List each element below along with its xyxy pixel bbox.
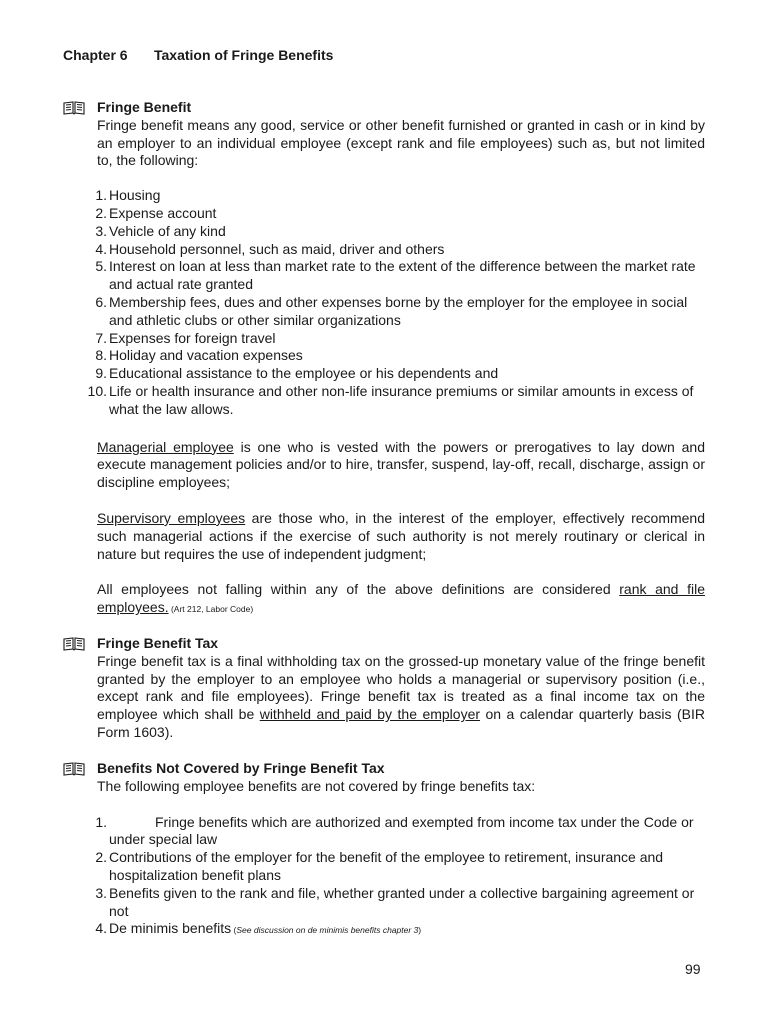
book-icon <box>63 762 85 776</box>
list-item: 3. Benefits given to the rank and file, whether granted under a collective bargaining agreement or not <box>95 884 695 919</box>
list-item: 4. Household personnel, such as maid, driver and others <box>95 240 445 257</box>
chapter-title: Taxation of Fringe Benefits <box>154 47 334 63</box>
chapter-label: Chapter 6 <box>63 47 128 63</box>
book-icon <box>63 637 85 651</box>
section-title: Benefits Not Covered by Fringe Benefit Tax <box>97 760 385 776</box>
section-title: Fringe Benefit Tax <box>97 635 219 651</box>
section-fringe-benefit-tax <box>63 635 705 742</box>
list-item: 4. De minimis benefits (See discussion on de minimis benefits chapter 3) <box>95 920 422 937</box>
list-item: 7. Expenses for foreign travel <box>95 329 276 346</box>
section-fringe-benefit <box>63 99 705 619</box>
rank-and-file-term: rank and file employees. <box>97 581 705 616</box>
list-item: 2. Contributions of the employer for the benefit of the employee to retirement, insurance and hospitalization benefit plans <box>95 849 664 883</box>
book-icon <box>63 101 85 115</box>
chapter-header <box>63 47 333 65</box>
paragraph-intro: The following employee benefits are not covered by fringe benefits tax: <box>97 777 536 794</box>
list-item: 1. Housing <box>95 187 161 204</box>
section-heading <box>63 635 705 653</box>
fringe-benefit-list <box>63 187 705 418</box>
list-item: 6. Membership fees, dues and other expenses borne by the employer for the employee in social and athletic clubs or other similar organizations <box>95 293 688 328</box>
withheld-phrase: withheld and paid by the employer <box>259 706 481 723</box>
paragraph-supervisory: Supervisory employees are those who, in the interest of the employer, effectively recommend such managerial actions if the exercise of such authority is not merely routinary or clerical in nature but requires the use of independent judgment; <box>97 509 706 562</box>
paragraph-fbt: Fringe benefit tax is a final withholding tax on the grossed-up monetary value of the fringe benefit granted by the employer to an employee who holds a managerial or supervisory position (i.e., except rank and file employees). Fringe benefit tax is treated as a final income tax on the employee which shall be withheld and paid by the employer on a calendar quarterly basis (BIR Form 1603). <box>97 652 706 740</box>
list-item: 9. Educational assistance to the employee or his dependents and <box>95 365 499 382</box>
paragraph-rank-and-file: All employees not falling within any of the above definitions are considered rank and file employees. (Art 212, Labor Code) <box>97 581 705 616</box>
list-item: 10. Life or health insurance and other non-life insurance premiums or similar amounts in excess of what the law allows. <box>87 382 694 417</box>
citation: See discussion on de minimis benefits chapter 3 <box>236 925 419 936</box>
list-item: 3. Vehicle of any kind <box>95 222 226 239</box>
section-benefits-not-covered <box>63 760 705 940</box>
list-item: 5. Interest on loan at less than market rate to the extent of the difference between the market rate and actual rate granted <box>95 258 696 293</box>
citation: (Art 212, Labor Code) <box>168 604 254 615</box>
section-title: Fringe Benefit <box>97 99 192 115</box>
list-item: 2. Expense account <box>95 204 217 221</box>
managerial-term: Managerial employee <box>97 438 234 455</box>
list-item: 1. Fringe benefits which are authorized and exempted from income tax under the Code or under special law <box>95 813 694 848</box>
paragraph-managerial: Managerial employee is one who is vested with the powers or prerogatives to lay down and execute management policies and/or to hire, transfer, suspend, lay-off, recall, discharge, assign or discipline employees; <box>97 438 706 491</box>
section-heading <box>63 99 705 117</box>
list-item: 8. Holiday and vacation expenses <box>95 347 303 364</box>
page-number: 99 <box>685 961 701 977</box>
not-covered-list <box>63 814 705 941</box>
supervisory-term: Supervisory employees <box>97 509 246 526</box>
section-heading <box>63 760 705 778</box>
paragraph-definition: Fringe benefit means any good, service or other benefit furnished or granted in cash or in kind by an employer to an individual employee (except rank and file employees) such as, but not limited to, the following: <box>97 116 705 169</box>
